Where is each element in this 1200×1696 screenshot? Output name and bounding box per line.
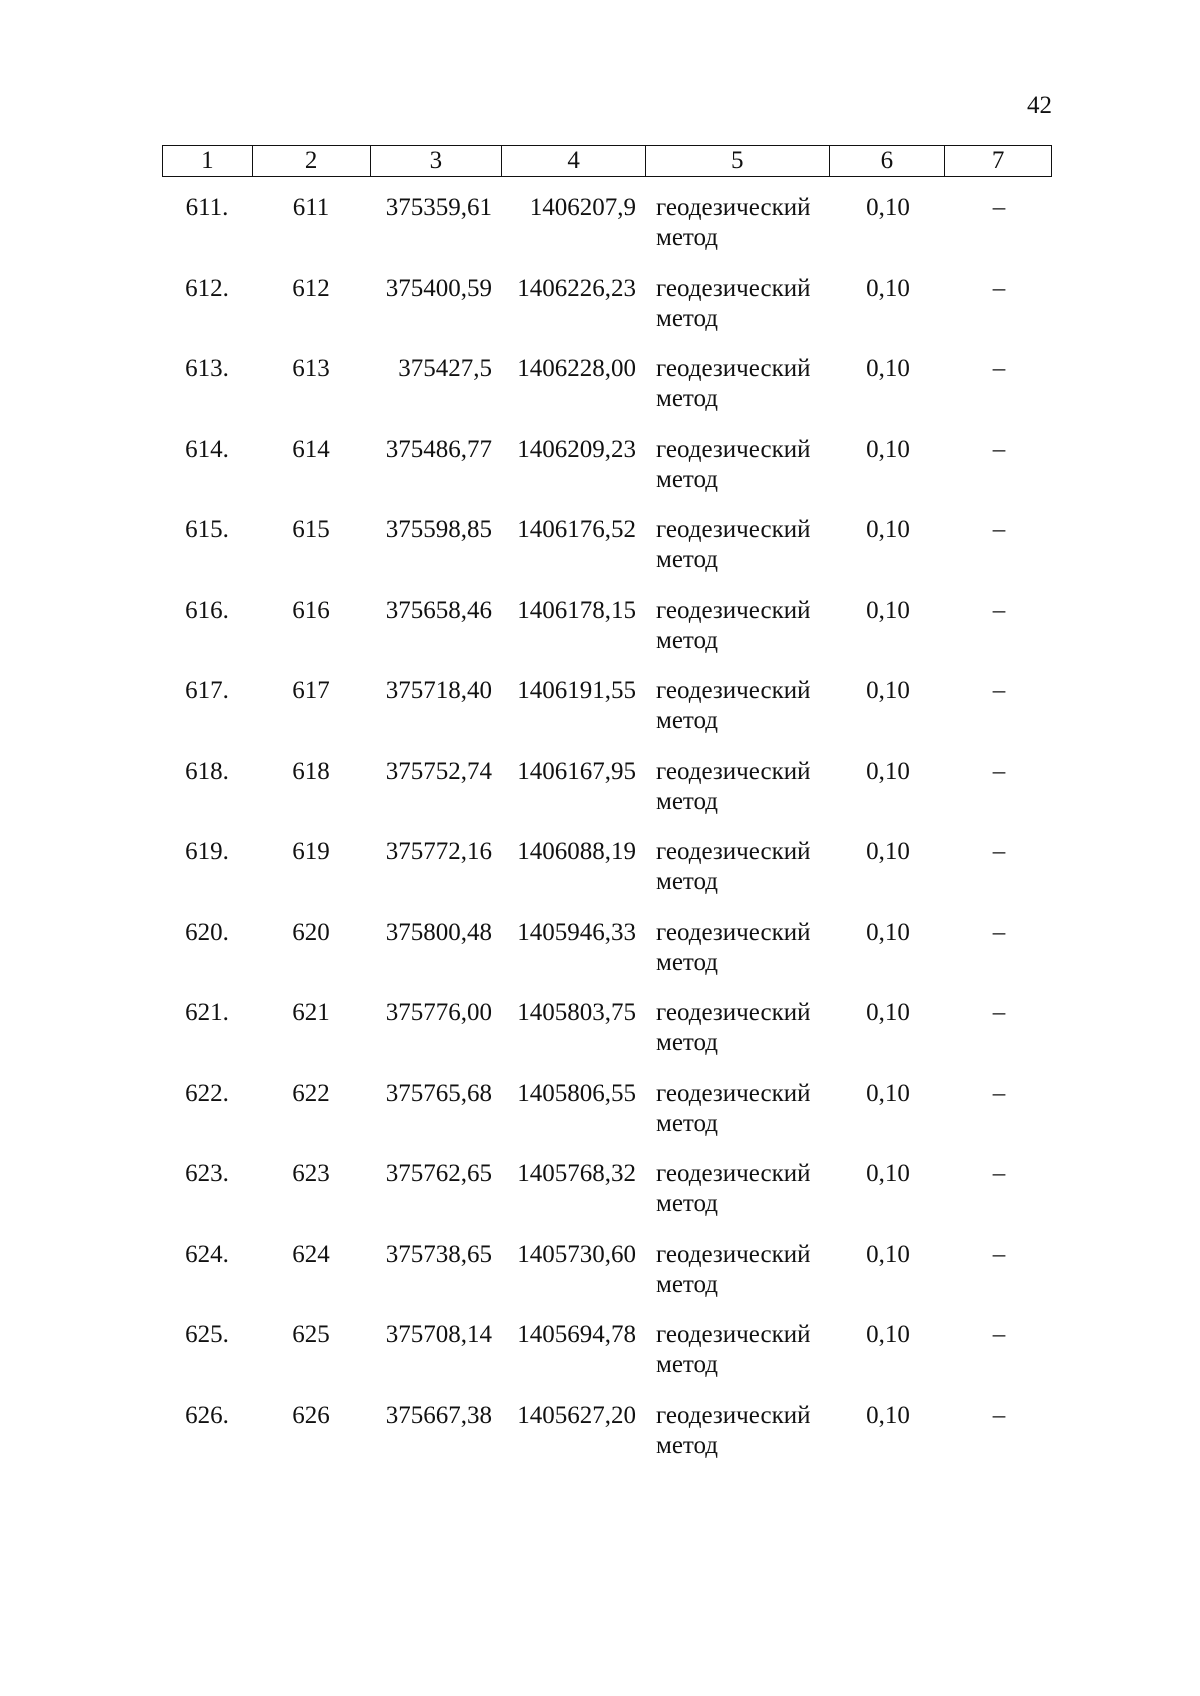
row-number-cell: 620.: [185, 918, 229, 946]
coord-y-cell: 1406167,95: [517, 757, 636, 785]
row-number-cell: 619.: [185, 838, 229, 865]
coord-x-cell: 375776,00: [385, 999, 492, 1026]
method-line-1: геодезический: [656, 838, 811, 865]
row-number-cell: 611.: [185, 194, 229, 221]
header-cell-7: 7: [991, 147, 1005, 174]
method-cell: [646, 1320, 830, 1401]
table-row: [162, 757, 1052, 838]
point-id-cell: 615: [292, 516, 330, 543]
header-cell-1: 1: [163, 146, 253, 176]
method-cell: [646, 998, 830, 1079]
note-cell: –: [992, 1321, 1006, 1348]
precision-cell: 0,10: [866, 1401, 910, 1429]
method-cell: [646, 193, 830, 274]
precision-cell: 0,10: [866, 516, 910, 543]
point-id-cell: 611: [292, 194, 330, 221]
table-row: [162, 596, 1052, 677]
method-line-1: геодезический: [656, 1160, 811, 1187]
method-line-2: метод: [656, 546, 719, 573]
method-line-2: метод: [656, 1029, 719, 1056]
precision-cell: 0,10: [866, 435, 910, 463]
method-cell: [646, 676, 830, 757]
coord-y-cell: 1405694,78: [517, 1321, 636, 1348]
method-line-1: геодезический: [656, 516, 811, 543]
precision-cell: 0,10: [866, 1321, 910, 1348]
row-number-cell: 613.: [185, 355, 229, 382]
precision-cell: 0,10: [866, 596, 910, 624]
method-line-2: метод: [656, 1270, 719, 1298]
method-line-1: геодезический: [656, 596, 811, 624]
method-line-1: геодезический: [656, 918, 811, 946]
coord-x-cell: 375800,48: [385, 918, 492, 946]
table-row: [162, 1159, 1052, 1240]
precision-cell: 0,10: [866, 918, 910, 946]
note-cell: –: [992, 1240, 1006, 1268]
row-number-cell: 621.: [185, 999, 229, 1026]
method-cell: [646, 1401, 830, 1482]
table-body: [162, 193, 1052, 1481]
row-number-cell: 615.: [185, 516, 229, 543]
coord-x-cell: 375667,38: [385, 1401, 492, 1429]
coord-x-cell: 375752,74: [385, 757, 492, 785]
method-line-2: метод: [656, 224, 719, 251]
note-cell: –: [992, 516, 1006, 543]
precision-cell: 0,10: [866, 194, 910, 221]
point-id-cell: 625: [292, 1321, 330, 1348]
point-id-cell: 617: [292, 677, 330, 704]
method-line-1: геодезический: [656, 274, 811, 302]
page-number: 42: [1027, 92, 1052, 119]
precision-cell: 0,10: [866, 838, 910, 865]
table-row: [162, 676, 1052, 757]
coord-y-cell: 1405946,33: [517, 918, 636, 946]
header-cell-5: 5: [646, 146, 830, 176]
method-line-2: метод: [656, 1351, 719, 1378]
row-number-cell: 626.: [185, 1401, 229, 1429]
point-id-cell: 622: [292, 1079, 330, 1107]
row-number-cell: 623.: [185, 1160, 229, 1187]
method-line-2: метод: [656, 948, 719, 976]
row-number-cell: 617.: [185, 677, 229, 704]
point-id-cell: 613: [292, 355, 330, 382]
note-cell: –: [992, 435, 1006, 463]
method-line-2: метод: [656, 1431, 719, 1459]
point-id-cell: 624: [292, 1240, 330, 1268]
coord-y-cell: 1406228,00: [517, 355, 636, 382]
precision-cell: 0,10: [866, 757, 910, 785]
method-line-1: геодезический: [656, 355, 811, 382]
note-cell: –: [992, 1079, 1006, 1107]
table-row: [162, 274, 1052, 355]
row-number-cell: 625.: [185, 1321, 229, 1348]
header-cell-2: 2: [253, 146, 371, 176]
coord-x-cell: 375359,61: [385, 194, 492, 221]
method-cell: [646, 1079, 830, 1160]
precision-cell: 0,10: [866, 999, 910, 1026]
coord-x-cell: 375762,65: [385, 1160, 492, 1187]
method-line-1: геодезический: [656, 1401, 811, 1429]
coord-y-cell: 1406088,19: [517, 838, 636, 865]
point-id-cell: 623: [292, 1160, 330, 1187]
row-number-cell: 622.: [185, 1079, 229, 1107]
method-cell: [646, 515, 830, 596]
coord-y-cell: 1405730,60: [517, 1240, 636, 1268]
note-cell: –: [992, 1401, 1006, 1429]
method-cell: [646, 1240, 830, 1321]
point-id-cell: 618: [292, 757, 330, 785]
method-line-2: метод: [656, 385, 719, 412]
coord-x-cell: 375708,14: [385, 1321, 492, 1348]
coord-x-cell: 375400,59: [385, 274, 492, 302]
table-row: [162, 1320, 1052, 1401]
point-id-cell: 626: [292, 1401, 330, 1429]
coord-y-cell: 1406207,9: [529, 194, 636, 221]
note-cell: –: [992, 757, 1006, 785]
note-cell: –: [992, 274, 1006, 302]
method-line-1: геодезический: [656, 1079, 811, 1107]
method-cell: [646, 757, 830, 838]
row-number-cell: 624.: [185, 1240, 229, 1268]
table-header: [162, 145, 1052, 177]
method-line-2: метод: [656, 626, 719, 654]
header-cell-6: 6: [830, 146, 946, 176]
precision-cell: 0,10: [866, 1160, 910, 1187]
table-row: [162, 354, 1052, 435]
method-cell: [646, 435, 830, 516]
header-cell-4: 4: [502, 146, 646, 176]
coord-y-cell: 1406178,15: [517, 596, 636, 624]
coord-y-cell: 1405806,55: [517, 1079, 636, 1107]
method-line-1: геодезический: [656, 757, 811, 785]
method-line-2: метод: [656, 304, 719, 332]
precision-cell: 0,10: [866, 355, 910, 382]
precision-cell: 0,10: [866, 1079, 910, 1107]
coord-x-cell: 375658,46: [385, 596, 492, 624]
method-line-2: метод: [656, 1190, 719, 1217]
method-line-1: геодезический: [656, 1240, 811, 1268]
method-line-2: метод: [656, 868, 719, 895]
row-number-cell: 612.: [185, 274, 229, 302]
coord-x-cell: 375718,40: [385, 677, 492, 704]
coord-x-cell: 375486,77: [385, 435, 492, 463]
method-cell: [646, 274, 830, 355]
coord-x-cell: 375772,16: [385, 838, 492, 865]
point-id-cell: 614: [292, 435, 330, 463]
table-row: [162, 1401, 1052, 1482]
table-row: [162, 837, 1052, 918]
table-row: [162, 1079, 1052, 1160]
note-cell: –: [992, 999, 1006, 1026]
point-id-cell: 612: [292, 274, 330, 302]
method-cell: [646, 596, 830, 677]
coord-y-cell: 1405627,20: [517, 1401, 636, 1429]
method-line-1: геодезический: [656, 435, 811, 463]
method-line-2: метод: [656, 787, 719, 815]
point-id-cell: 619: [292, 838, 330, 865]
method-cell: [646, 918, 830, 999]
note-cell: –: [992, 596, 1006, 624]
table-row: [162, 435, 1052, 516]
coord-y-cell: 1406176,52: [517, 516, 636, 543]
coord-y-cell: 1406226,23: [517, 274, 636, 302]
table-row: [162, 998, 1052, 1079]
note-cell: –: [992, 838, 1006, 865]
header-cell-3: 3: [371, 146, 503, 176]
precision-cell: 0,10: [866, 274, 910, 302]
coord-y-cell: 1406209,23: [517, 435, 636, 463]
table-row: [162, 515, 1052, 596]
note-cell: –: [992, 1160, 1006, 1187]
precision-cell: 0,10: [866, 1240, 910, 1268]
note-cell: –: [992, 194, 1006, 221]
method-line-2: метод: [656, 707, 719, 734]
method-line-2: метод: [656, 1109, 719, 1137]
method-cell: [646, 1159, 830, 1240]
coord-x-cell: 375738,65: [385, 1240, 492, 1268]
precision-cell: 0,10: [866, 677, 910, 704]
method-line-1: геодезический: [656, 677, 811, 704]
point-id-cell: 620: [292, 918, 330, 946]
coord-x-cell: 375765,68: [385, 1079, 492, 1107]
method-line-2: метод: [656, 465, 719, 493]
note-cell: –: [992, 677, 1006, 704]
point-id-cell: 621: [292, 999, 330, 1026]
coord-x-cell: 375427,5: [398, 355, 492, 382]
note-cell: –: [992, 918, 1006, 946]
method-cell: [646, 354, 830, 435]
table-row: [162, 193, 1052, 274]
coord-y-cell: 1405803,75: [517, 999, 636, 1026]
row-number-cell: 614.: [185, 435, 229, 463]
method-line-1: геодезический: [656, 999, 811, 1026]
row-number-cell: 618.: [185, 757, 229, 785]
coord-x-cell: 375598,85: [385, 516, 492, 543]
table-row: [162, 918, 1052, 999]
note-cell: –: [992, 355, 1006, 382]
point-id-cell: 616: [292, 596, 330, 624]
table-row: [162, 1240, 1052, 1321]
row-number-cell: 616.: [185, 596, 229, 624]
method-line-1: геодезический: [656, 194, 811, 221]
method-cell: [646, 837, 830, 918]
method-line-1: геодезический: [656, 1321, 811, 1348]
coord-y-cell: 1406191,55: [517, 677, 636, 704]
coord-y-cell: 1405768,32: [517, 1160, 636, 1187]
